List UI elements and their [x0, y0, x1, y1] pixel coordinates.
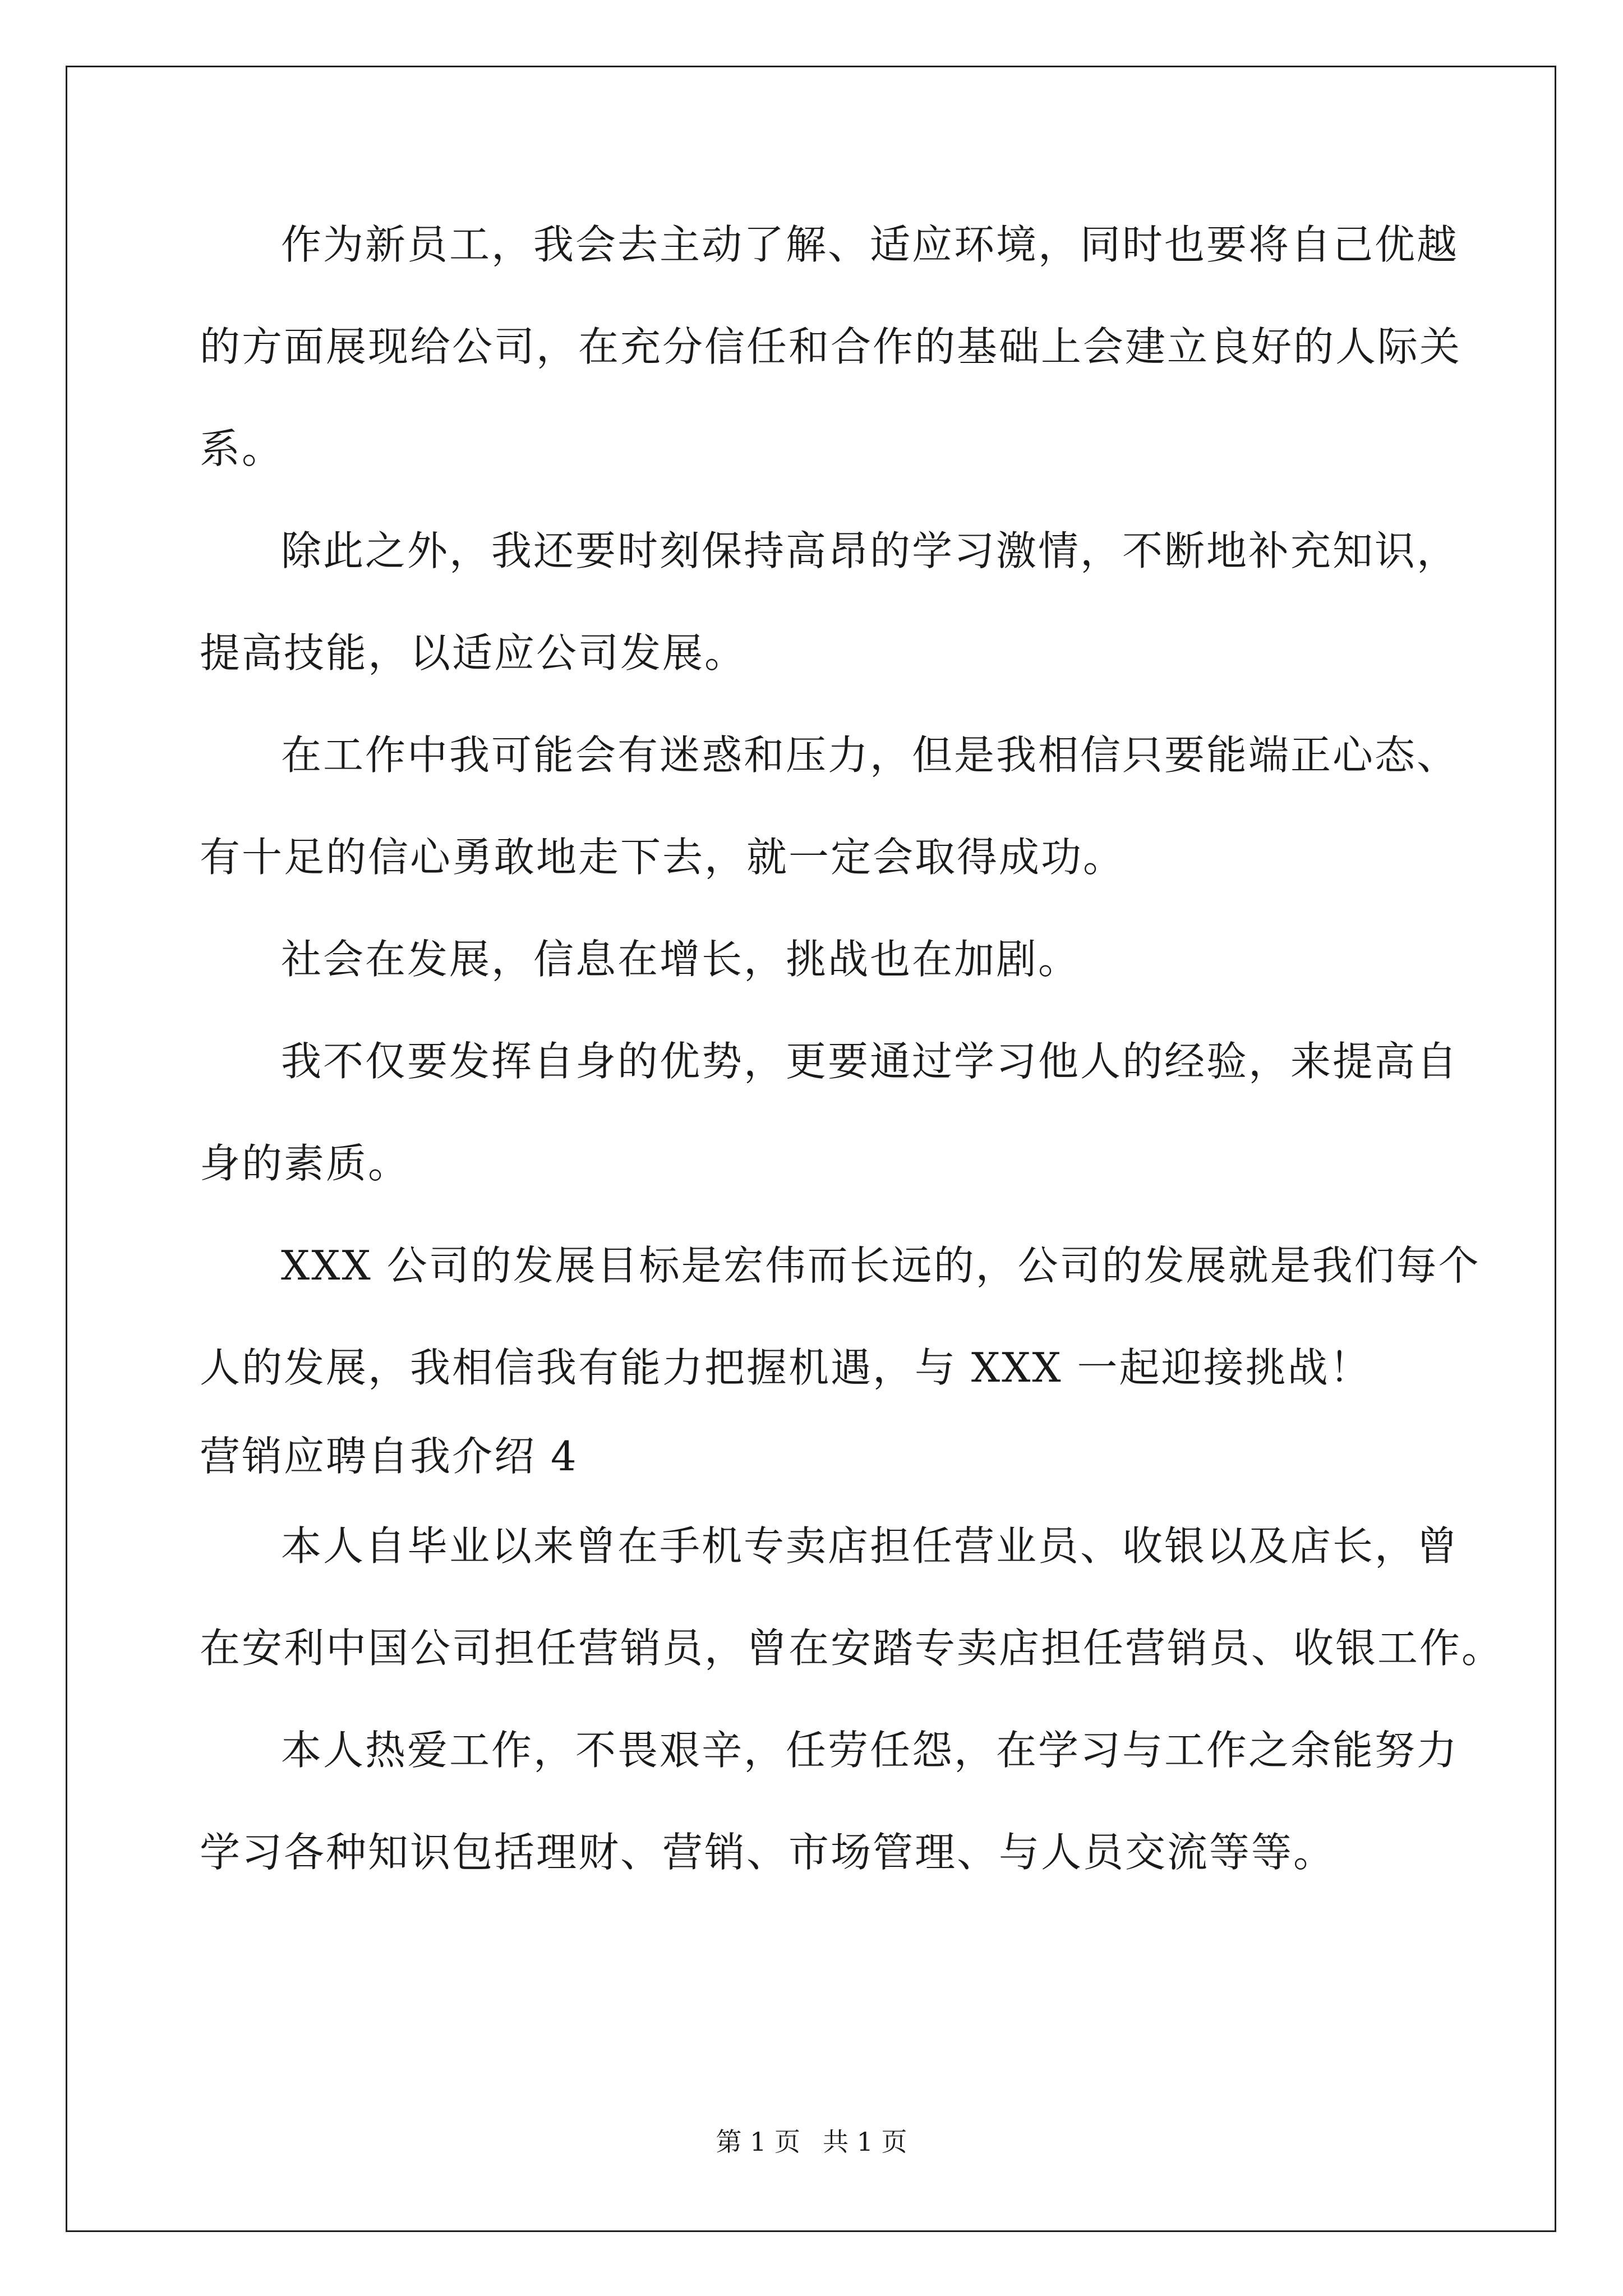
paragraph-line: 提高技能，以适应公司发展。	[200, 629, 747, 677]
paragraph-line: 在安利中国公司担任营销员，曾在安踏专卖店担任营销员、收银工作。	[200, 1625, 1504, 1672]
paragraph-line: 有十足的信心勇敢地走下去，就一定会取得成功。	[200, 834, 1126, 881]
paragraph-line: 我不仅要发挥自身的优势，更要通过学习他人的经验，来提高自	[281, 1038, 1459, 1085]
paragraph-line: 学习各种知识包括理财、营销、市场管理、与人员交流等等。	[200, 1829, 1336, 1876]
paragraph-line: 本人热爱工作，不畏艰辛，任劳任怨，在学习与工作之余能努力	[281, 1727, 1459, 1774]
paragraph-line: 社会在发展，信息在增长，挑战也在加剧。	[281, 936, 1081, 983]
paragraph-line: 作为新员工，我会去主动了解、适应环境，同时也要将自己优越	[281, 221, 1459, 268]
paragraph-line: 在工作中我可能会有迷惑和压力，但是我相信只要能端正心态、	[281, 731, 1459, 779]
paragraph-line: 身的素质。	[200, 1140, 411, 1187]
page-number: 第 1 页	[716, 2127, 800, 2157]
page-total: 共 1 页	[823, 2127, 907, 2157]
section-heading: 营销应聘自我介绍 4	[200, 1433, 578, 1480]
paragraph-line: 人的发展，我相信我有能力把握机遇，与 XXX 一起迎接挑战！	[200, 1344, 1372, 1391]
page-footer	[0, 2129, 1623, 2155]
paragraph-line: 系。	[200, 425, 284, 472]
paragraph-line: XXX 公司的发展目标是宏伟而长远的，公司的发展就是我们每个	[281, 1242, 1481, 1289]
paragraph-line: 除此之外，我还要时刻保持高昂的学习激情，不断地补充知识，	[281, 527, 1459, 574]
paragraph-line: 本人自毕业以来曾在手机专卖店担任营业员、收银以及店长，曾	[281, 1522, 1459, 1570]
paragraph-line: 的方面展现给公司，在充分信任和合作的基础上会建立良好的人际关	[200, 323, 1462, 370]
